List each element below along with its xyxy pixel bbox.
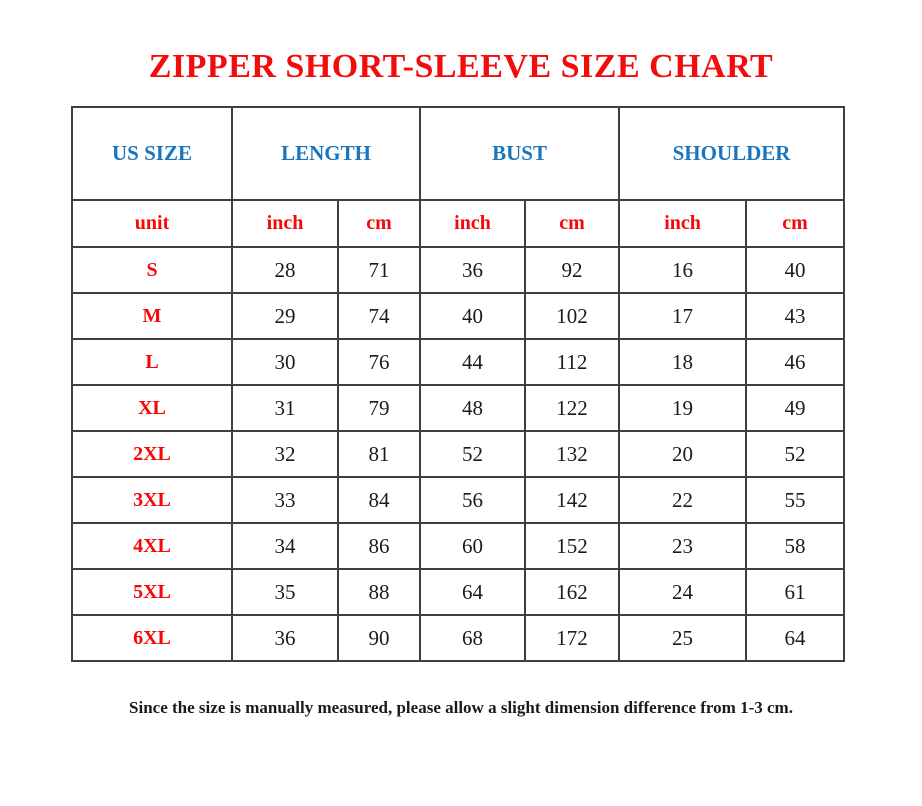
measurement-cell: 68 [420,615,525,661]
measurement-cell: 132 [525,431,619,477]
measurement-cell: 172 [525,615,619,661]
column-header-us-size: US SIZE [72,107,232,200]
measurement-cell: 17 [619,293,746,339]
measurement-cell: 64 [746,615,844,661]
size-row [72,385,844,431]
unit-bust-inch: inch [420,200,525,247]
measurement-cell: 43 [746,293,844,339]
measurement-cell: 92 [525,247,619,293]
measurement-cell: 58 [746,523,844,569]
measurement-cell: 30 [232,339,338,385]
measurement-cell: 22 [619,477,746,523]
measurement-cell: 61 [746,569,844,615]
measurement-cell: 162 [525,569,619,615]
measurement-cell: 88 [338,569,420,615]
measurement-cell: 86 [338,523,420,569]
measurement-cell: 28 [232,247,338,293]
column-header-shoulder: SHOULDER [619,107,844,200]
measurement-cell: 40 [746,247,844,293]
measurement-cell: 112 [525,339,619,385]
unit-bust-cm: cm [525,200,619,247]
measurement-cell: 90 [338,615,420,661]
measurement-cell: 56 [420,477,525,523]
size-row [72,569,844,615]
size-chart-table [71,106,845,662]
measurement-cell: 24 [619,569,746,615]
size-label: 3XL [72,477,232,523]
size-row [72,339,844,385]
measurement-cell: 33 [232,477,338,523]
measurement-cell: 74 [338,293,420,339]
measurement-cell: 31 [232,385,338,431]
measurement-cell: 18 [619,339,746,385]
measurement-cell: 40 [420,293,525,339]
size-label: S [72,247,232,293]
measurement-cell: 71 [338,247,420,293]
size-row [72,247,844,293]
size-label: 4XL [72,523,232,569]
group-header-row [72,107,844,200]
unit-header-row [72,200,844,247]
measurement-cell: 55 [746,477,844,523]
measurement-cell: 60 [420,523,525,569]
size-row [72,477,844,523]
measurement-cell: 23 [619,523,746,569]
measurement-cell: 34 [232,523,338,569]
unit-length-cm: cm [338,200,420,247]
size-row [72,523,844,569]
size-row [72,431,844,477]
measurement-cell: 19 [619,385,746,431]
measurement-cell: 44 [420,339,525,385]
size-label: XL [72,385,232,431]
size-table-body [72,247,844,661]
size-label: 6XL [72,615,232,661]
measurement-cell: 152 [525,523,619,569]
measurement-cell: 52 [420,431,525,477]
measurement-cell: 20 [619,431,746,477]
measurement-cell: 84 [338,477,420,523]
measurement-cell: 48 [420,385,525,431]
size-label: 2XL [72,431,232,477]
unit-shoulder-inch: inch [619,200,746,247]
column-header-length: LENGTH [232,107,420,200]
measurement-cell: 102 [525,293,619,339]
measurement-cell: 29 [232,293,338,339]
size-label: M [72,293,232,339]
size-label: 5XL [72,569,232,615]
unit-shoulder-cm: cm [746,200,844,247]
measurement-cell: 79 [338,385,420,431]
measurement-cell: 32 [232,431,338,477]
measurement-cell: 49 [746,385,844,431]
size-label: L [72,339,232,385]
measurement-cell: 35 [232,569,338,615]
measurement-cell: 122 [525,385,619,431]
measurement-cell: 76 [338,339,420,385]
size-row [72,615,844,661]
measurement-cell: 142 [525,477,619,523]
unit-length-inch: inch [232,200,338,247]
page-title: ZIPPER SHORT-SLEEVE SIZE CHART [148,48,774,85]
unit-label: unit [72,200,232,247]
measurement-cell: 81 [338,431,420,477]
measurement-cell: 46 [746,339,844,385]
measurement-cell: 64 [420,569,525,615]
measurement-cell: 52 [746,431,844,477]
measurement-cell: 16 [619,247,746,293]
measurement-cell: 36 [420,247,525,293]
measurement-cell: 36 [232,615,338,661]
footer-note: Since the size is manually measured, please allow a slight dimension difference from 1-3 cm. [129,698,793,717]
size-row [72,293,844,339]
column-header-bust: BUST [420,107,619,200]
measurement-cell: 25 [619,615,746,661]
